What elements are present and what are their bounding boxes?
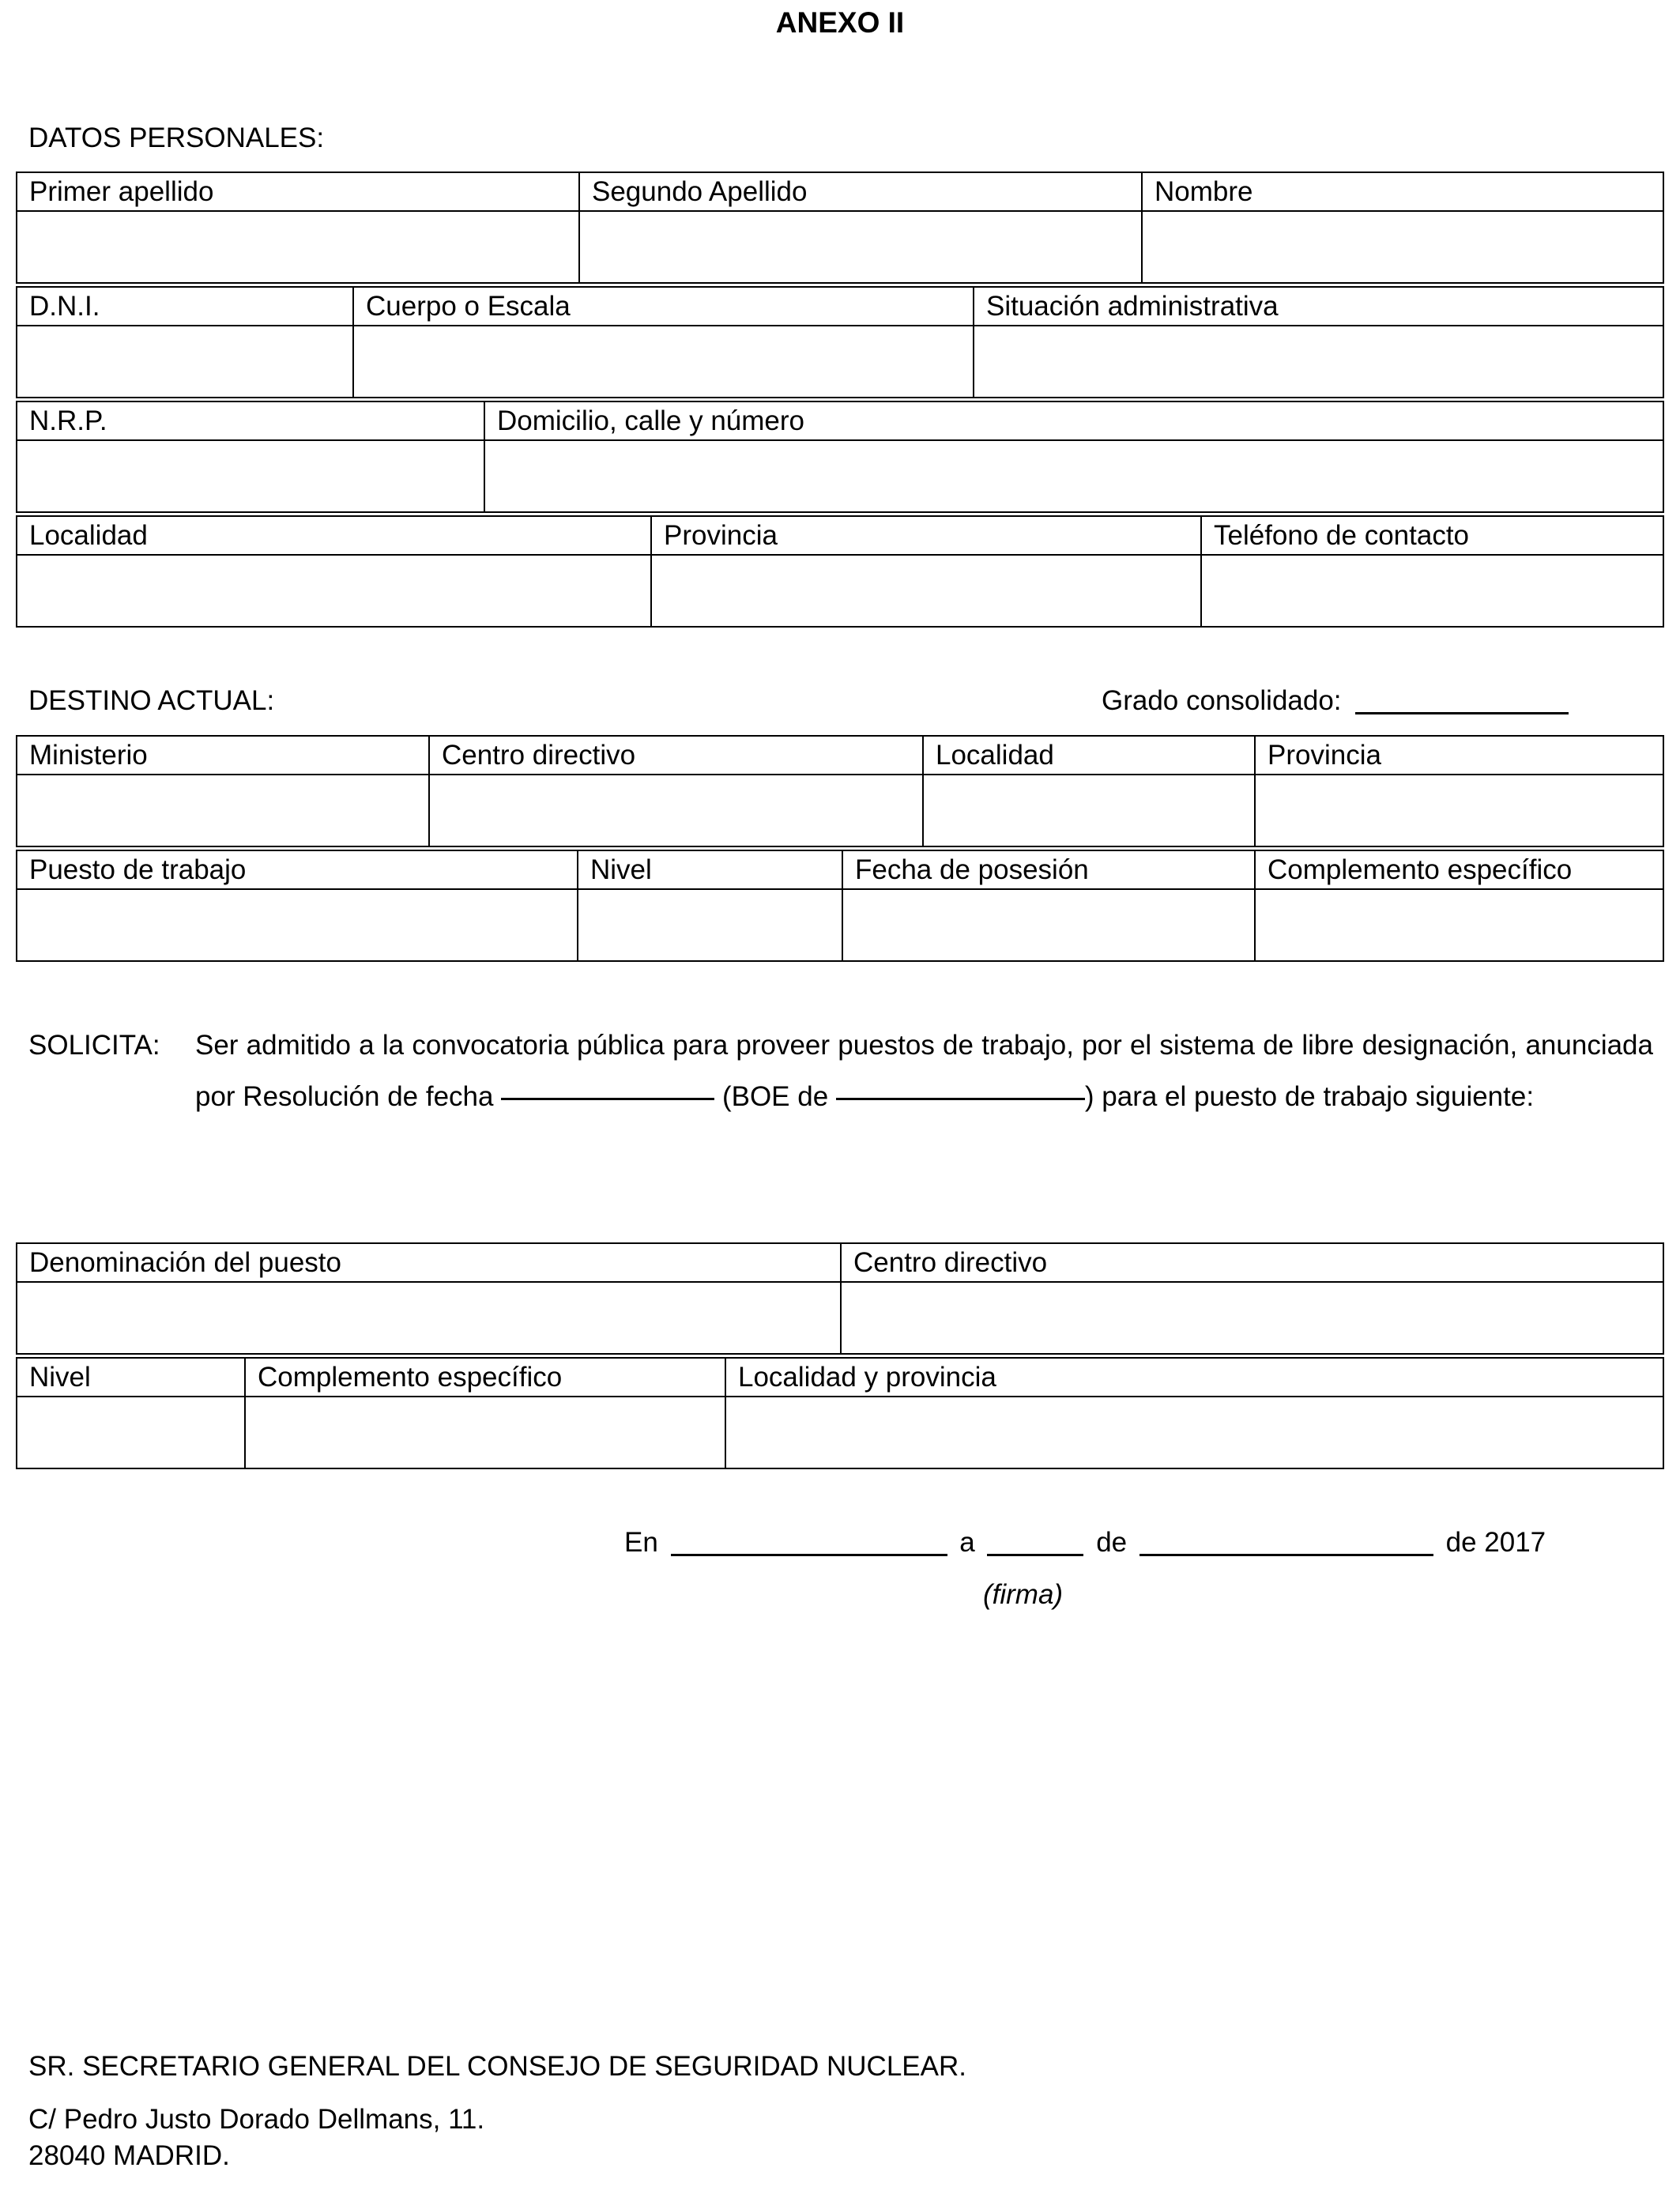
fecha-mes-blank (1139, 1527, 1433, 1556)
solicita-text (195, 1020, 1653, 1122)
datos-personales-heading: DATOS PERSONALES: (28, 123, 325, 153)
primer-apellido-input[interactable] (29, 216, 578, 279)
firma-label: (firma) (983, 1579, 1064, 1610)
nrp-cell (17, 440, 484, 512)
fecha-dia-input[interactable] (987, 1530, 1083, 1557)
complemento-especifico-label: Complemento específico (1255, 850, 1663, 889)
dni-label: D.N.I. (17, 287, 353, 326)
localidad-cell (17, 555, 651, 627)
centro-directivo-label: Centro directivo (429, 736, 923, 775)
nombre-cell (1142, 211, 1663, 283)
nrp-input[interactable] (29, 445, 484, 508)
datos-personales-table-2 (16, 286, 1664, 398)
destino-localidad-input[interactable] (936, 779, 1254, 843)
telefono-label: Teléfono de contacto (1201, 516, 1663, 555)
grado-consolidado-label: Grado consolidado: (1102, 685, 1342, 716)
provincia-cell (651, 555, 1201, 627)
primer-apellido-label: Primer apellido (17, 172, 579, 211)
grado-consolidado-input[interactable] (1355, 688, 1569, 715)
centro-directivo-cell (429, 775, 923, 846)
puesto-nivel-input[interactable] (29, 1401, 244, 1465)
nombre-label: Nombre (1142, 172, 1663, 211)
puesto-centro-directivo-cell (841, 1282, 1663, 1354)
situacion-administrativa-input[interactable] (986, 330, 1663, 394)
primer-apellido-cell (17, 211, 579, 283)
nivel-cell (578, 889, 842, 961)
domicilio-label: Domicilio, calle y número (484, 401, 1663, 440)
fecha-lugar-input[interactable] (671, 1530, 947, 1557)
grado-consolidado (1102, 685, 1569, 717)
puesto-solicitado-table (16, 1242, 1664, 1355)
resolucion-fecha-blank (501, 1071, 714, 1100)
solicita-text-1: Ser admitido a la convocatoria pública para proveer puestos de trabajo, por el sistema de libre designación, anunciada por Resolución de fecha (195, 1030, 1653, 1112)
denominacion-puesto-cell (17, 1282, 841, 1354)
grado-consolidado-blank (1355, 685, 1569, 714)
centro-directivo-input[interactable] (442, 779, 922, 843)
destino-actual-table (16, 735, 1664, 847)
boe-fecha-input[interactable] (836, 1084, 1085, 1111)
ministerio-cell (17, 775, 429, 846)
puesto-solicitado-table-2 (16, 1357, 1664, 1469)
ministerio-label: Ministerio (17, 736, 429, 775)
fecha-posesion-label: Fecha de posesión (842, 850, 1255, 889)
fecha-dia-blank (987, 1527, 1083, 1556)
boe-fecha-blank (836, 1071, 1085, 1100)
provincia-input[interactable] (664, 560, 1200, 623)
localidad-label: Localidad (17, 516, 651, 555)
situacion-administrativa-cell (974, 326, 1663, 398)
nombre-input[interactable] (1155, 216, 1663, 279)
nrp-label: N.R.P. (17, 401, 484, 440)
puesto-localidad-provincia-label: Localidad y provincia (725, 1358, 1663, 1397)
nivel-input[interactable] (590, 894, 842, 957)
destinatario-line-3: 28040 MADRID. (28, 2140, 230, 2171)
page-title: ANEXO II (775, 6, 905, 39)
resolucion-fecha-input[interactable] (501, 1084, 714, 1111)
fecha-mes-input[interactable] (1139, 1530, 1433, 1557)
datos-personales-table-3 (16, 401, 1664, 513)
segundo-apellido-cell (579, 211, 1142, 283)
fecha-line (624, 1527, 1546, 1559)
fecha-en-label: En (624, 1527, 658, 1558)
telefono-cell (1201, 555, 1663, 627)
situacion-administrativa-label: Situación administrativa (974, 287, 1663, 326)
fecha-posesion-input[interactable] (855, 894, 1254, 957)
fecha-year-label: de 2017 (1445, 1527, 1546, 1558)
puesto-localidad-provincia-cell (725, 1397, 1663, 1468)
denominacion-puesto-label: Denominación del puesto (17, 1243, 841, 1282)
localidad-input[interactable] (29, 560, 650, 623)
puesto-complemento-input[interactable] (258, 1401, 725, 1465)
solicita-text-2: (BOE de (721, 1081, 829, 1112)
destino-actual-table-2 (16, 850, 1664, 962)
destino-localidad-label: Localidad (923, 736, 1255, 775)
destinatario-line-2: C/ Pedro Justo Dorado Dellmans, 11. (28, 2104, 485, 2135)
datos-personales-table-4 (16, 515, 1664, 628)
destino-actual-heading: DESTINO ACTUAL: (28, 685, 275, 716)
cuerpo-escala-label: Cuerpo o Escala (353, 287, 974, 326)
puesto-complemento-label: Complemento específico (245, 1358, 725, 1397)
nivel-label: Nivel (578, 850, 842, 889)
denominacion-puesto-input[interactable] (29, 1287, 840, 1350)
domicilio-cell (484, 440, 1663, 512)
solicita-text-3: ) para el puesto de trabajo siguiente: (1084, 1081, 1535, 1112)
telefono-input[interactable] (1214, 560, 1663, 623)
segundo-apellido-label: Segundo Apellido (579, 172, 1142, 211)
complemento-especifico-cell (1255, 889, 1663, 961)
segundo-apellido-input[interactable] (592, 216, 1141, 279)
destinatario-line-1: SR. SECRETARIO GENERAL DEL CONSEJO DE SEGURIDAD NUCLEAR. (28, 2051, 966, 2082)
cuerpo-escala-input[interactable] (366, 330, 973, 394)
solicita-label: SOLICITA: (28, 1030, 160, 1061)
puesto-centro-directivo-label: Centro directivo (841, 1243, 1663, 1282)
complemento-especifico-input[interactable] (1268, 894, 1663, 957)
fecha-de-label: de (1096, 1527, 1128, 1558)
dni-cell (17, 326, 353, 398)
puesto-trabajo-label: Puesto de trabajo (17, 850, 578, 889)
domicilio-input[interactable] (497, 445, 1663, 508)
puesto-localidad-provincia-input[interactable] (738, 1401, 1663, 1465)
provincia-label: Provincia (651, 516, 1201, 555)
puesto-nivel-label: Nivel (17, 1358, 245, 1397)
ministerio-input[interactable] (29, 779, 428, 843)
puesto-centro-directivo-input[interactable] (853, 1287, 1663, 1350)
puesto-trabajo-input[interactable] (29, 894, 577, 957)
cuerpo-escala-cell (353, 326, 974, 398)
destino-provincia-input[interactable] (1268, 779, 1663, 843)
puesto-complemento-cell (245, 1397, 725, 1468)
destino-provincia-cell (1255, 775, 1663, 846)
fecha-posesion-cell (842, 889, 1255, 961)
destino-localidad-cell (923, 775, 1255, 846)
fecha-a-label: a (959, 1527, 975, 1558)
dni-input[interactable] (29, 330, 352, 394)
destino-provincia-label: Provincia (1255, 736, 1663, 775)
puesto-trabajo-cell (17, 889, 578, 961)
datos-personales-table (16, 172, 1664, 284)
puesto-nivel-cell (17, 1397, 245, 1468)
fecha-lugar-blank (671, 1527, 947, 1556)
